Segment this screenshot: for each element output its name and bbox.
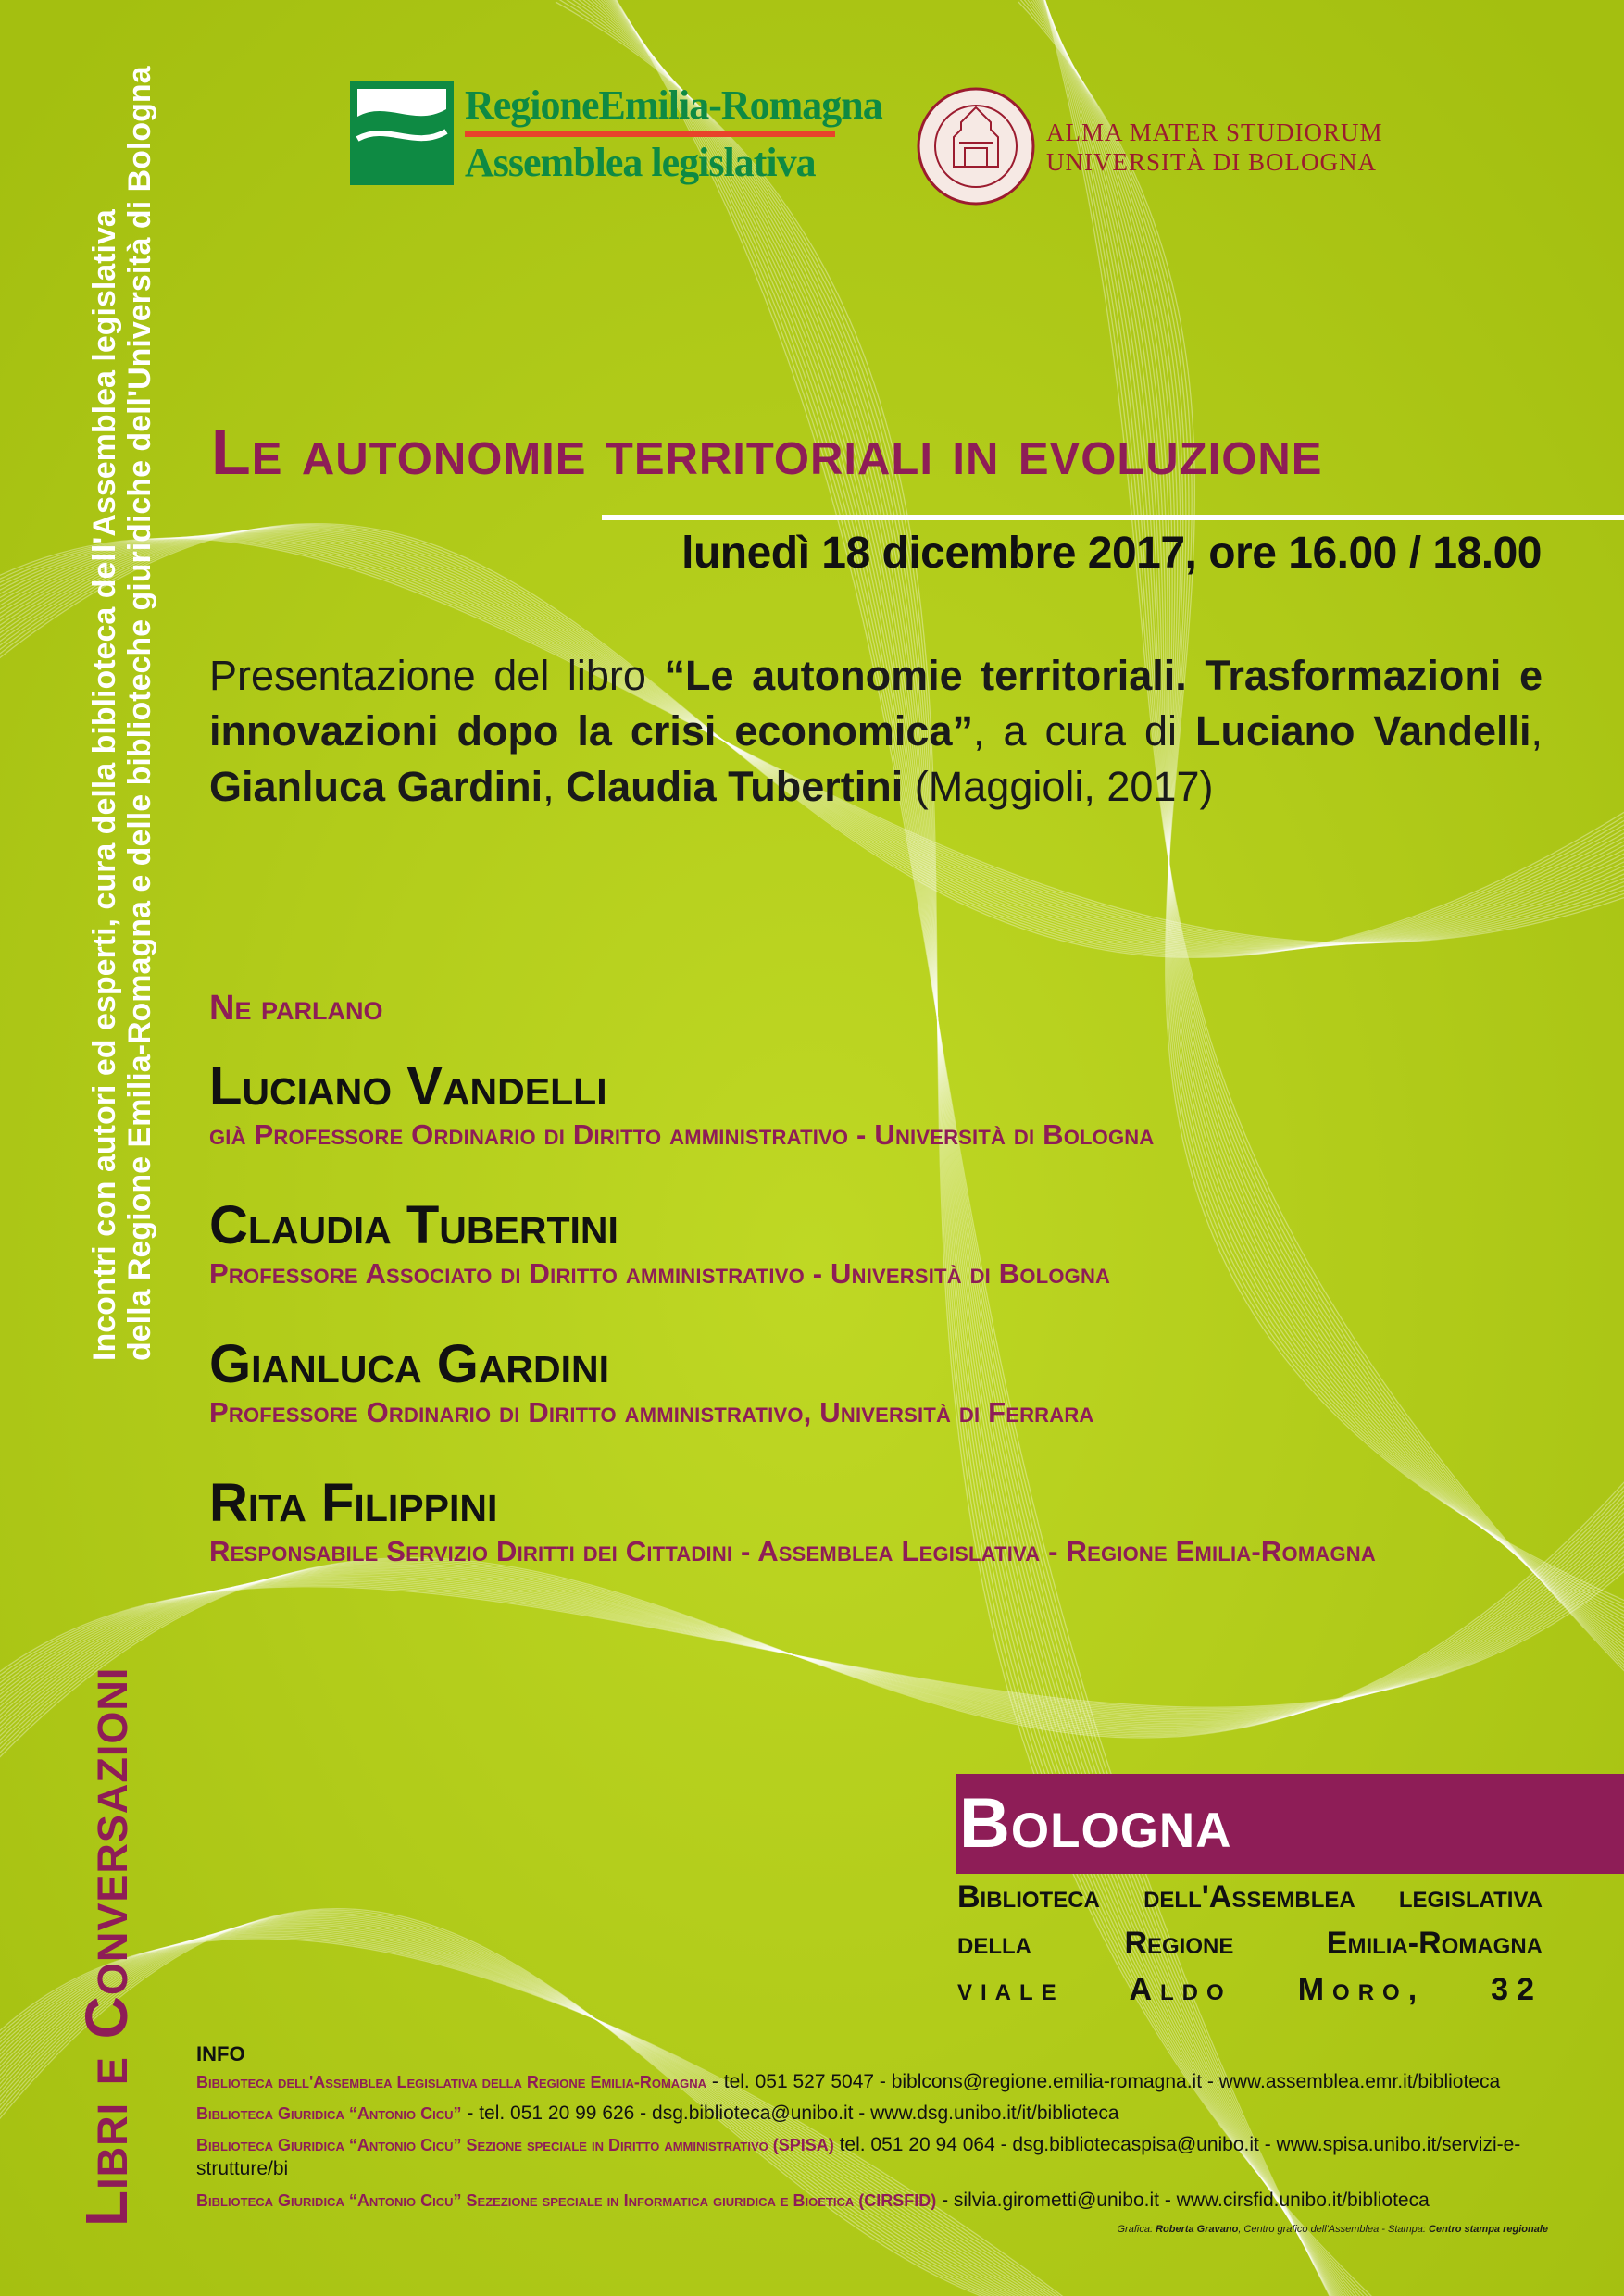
- info-contact: - tel. 051 527 5047 - biblcons@regione.emilia-romagna.it - www.assemblea.emr.it/biblioteca: [706, 2071, 1501, 2092]
- speaker-role: Professore Ordinario di Diritto amministrativo, Università di Ferrara: [209, 1396, 1094, 1429]
- title-divider: [602, 515, 1624, 520]
- speaker: [209, 1335, 1561, 1474]
- separator: ,: [1530, 707, 1543, 755]
- unibo-logo-line1: ALMA MATER STUDIORUM: [1046, 119, 1383, 146]
- rer-logo-line1: RegioneEmilia-Romagna: [465, 82, 882, 128]
- intro-prefix: Presentazione del libro: [209, 652, 665, 699]
- editor-name: Luciano Vandelli: [1194, 707, 1531, 755]
- info-library: Biblioteca Giuridica “Antonio Cicu”: [196, 2104, 462, 2123]
- speaker: [209, 1057, 1561, 1196]
- speaker-name: Claudia Tubertini: [209, 1195, 618, 1255]
- series-subtitle-line2: della Regione Emilia-Romagna e delle biblioteche giuridiche dell'Università di Bologna: [122, 66, 157, 1361]
- speaker-name: Luciano Vandelli: [209, 1056, 607, 1117]
- intro-mid: , a cura di: [973, 707, 1195, 755]
- info-library: Biblioteca dell'Assemblea Legislativa della Regione Emilia-Romagna: [196, 2073, 707, 2091]
- info-contact: tel. 051 20 94 064 - dsg.bibliotecaspisa@unibo.it - www.spisa.unibo.it/servizi-e-strutture/bi: [196, 2134, 1521, 2179]
- credits: [833, 2224, 1548, 2235]
- rer-logo-line2: Assemblea legislativa: [465, 140, 816, 185]
- info-row: [196, 2189, 1544, 2213]
- venue-address: viale Aldo Moro, 32: [957, 1972, 1543, 2007]
- speaker: [209, 1196, 1561, 1335]
- info-contact: - tel. 051 20 99 626 - dsg.biblioteca@unibo.it - www.dsg.unibo.it/it/biblioteca: [461, 2103, 1119, 2124]
- info-library: Biblioteca Giuridica “Antonio Cicu” Sezezione speciale in Informatica giuridica e Bioetica (CIRSFID): [196, 2191, 937, 2210]
- speakers-heading: Ne parlano: [209, 989, 383, 1028]
- speakers-list: [209, 1057, 1561, 1613]
- rer-logo-divider: [465, 131, 835, 137]
- credits-designer: Roberta Gravano: [1156, 2224, 1239, 2235]
- series-title: Libri e Conversazioni: [73, 1666, 140, 2227]
- series-subtitle-line1: Incontri con autori ed esperti, cura della biblioteca dell'Assemblea legislativa: [87, 209, 122, 1361]
- speaker-role: Responsabile Servizio Diritti dei Cittadini - Assemblea Legislativa - Regione Emilia-Romagna: [209, 1535, 1376, 1567]
- unibo-logo-line2: UNIVERSITÀ DI BOLOGNA: [1046, 148, 1377, 176]
- editor-name: Gianluca Gardini: [209, 763, 543, 810]
- info-row: [196, 2070, 1544, 2094]
- venue-line: della Regione Emilia-Romagna: [957, 1926, 1543, 1961]
- book-presentation: [209, 648, 1543, 815]
- publisher: (Maggioli, 2017): [903, 763, 1214, 810]
- speaker-name: Rita Filippini: [209, 1473, 498, 1533]
- info-heading: INFO: [196, 2042, 245, 2065]
- info-contact: - silvia.girometti@unibo.it - www.cirsfid.unibo.it/biblioteca: [936, 2190, 1430, 2211]
- credits-text: , Centro grafico dell'Assemblea - Stampa:: [1238, 2224, 1430, 2235]
- event-datetime: lunedì 18 dicembre 2017, ore 16.00 / 18.00: [681, 529, 1542, 578]
- editor-name: Claudia Tubertini: [566, 763, 904, 810]
- info-row: [196, 2102, 1544, 2126]
- unibo-seal-icon: [917, 87, 1035, 206]
- event-title: Le autonomie territoriali in evoluzione: [211, 416, 1323, 488]
- speaker: [209, 1474, 1561, 1613]
- regione-emilia-romagna-logo: [350, 81, 882, 191]
- speaker-name: Gianluca Gardini: [209, 1334, 610, 1394]
- separator: ,: [543, 763, 567, 810]
- unibo-logo: [917, 87, 1398, 207]
- credits-label: Grafica:: [1117, 2224, 1156, 2235]
- venue-line: Biblioteca dell'Assemblea legislativa: [957, 1879, 1543, 1915]
- book-title: “Le autonomie territoriali. Trasformazioni e innovazioni dopo la crisi economica”: [209, 652, 1543, 755]
- speaker-role: già Professore Ordinario di Diritto amministrativo - Università di Bologna: [209, 1118, 1155, 1151]
- venue-city: Bologna: [959, 1784, 1232, 1863]
- info-row: [196, 2133, 1544, 2181]
- regione-emilia-romagna-logo-icon: [350, 81, 454, 185]
- credits-printer: Centro stampa regionale: [1429, 2224, 1548, 2235]
- speaker-role: Professore Associato di Diritto amministrativo - Università di Bologna: [209, 1257, 1111, 1290]
- info-library: Biblioteca Giuridica “Antonio Cicu” Sezione speciale in Diritto amministrativo (SPISA): [196, 2136, 834, 2154]
